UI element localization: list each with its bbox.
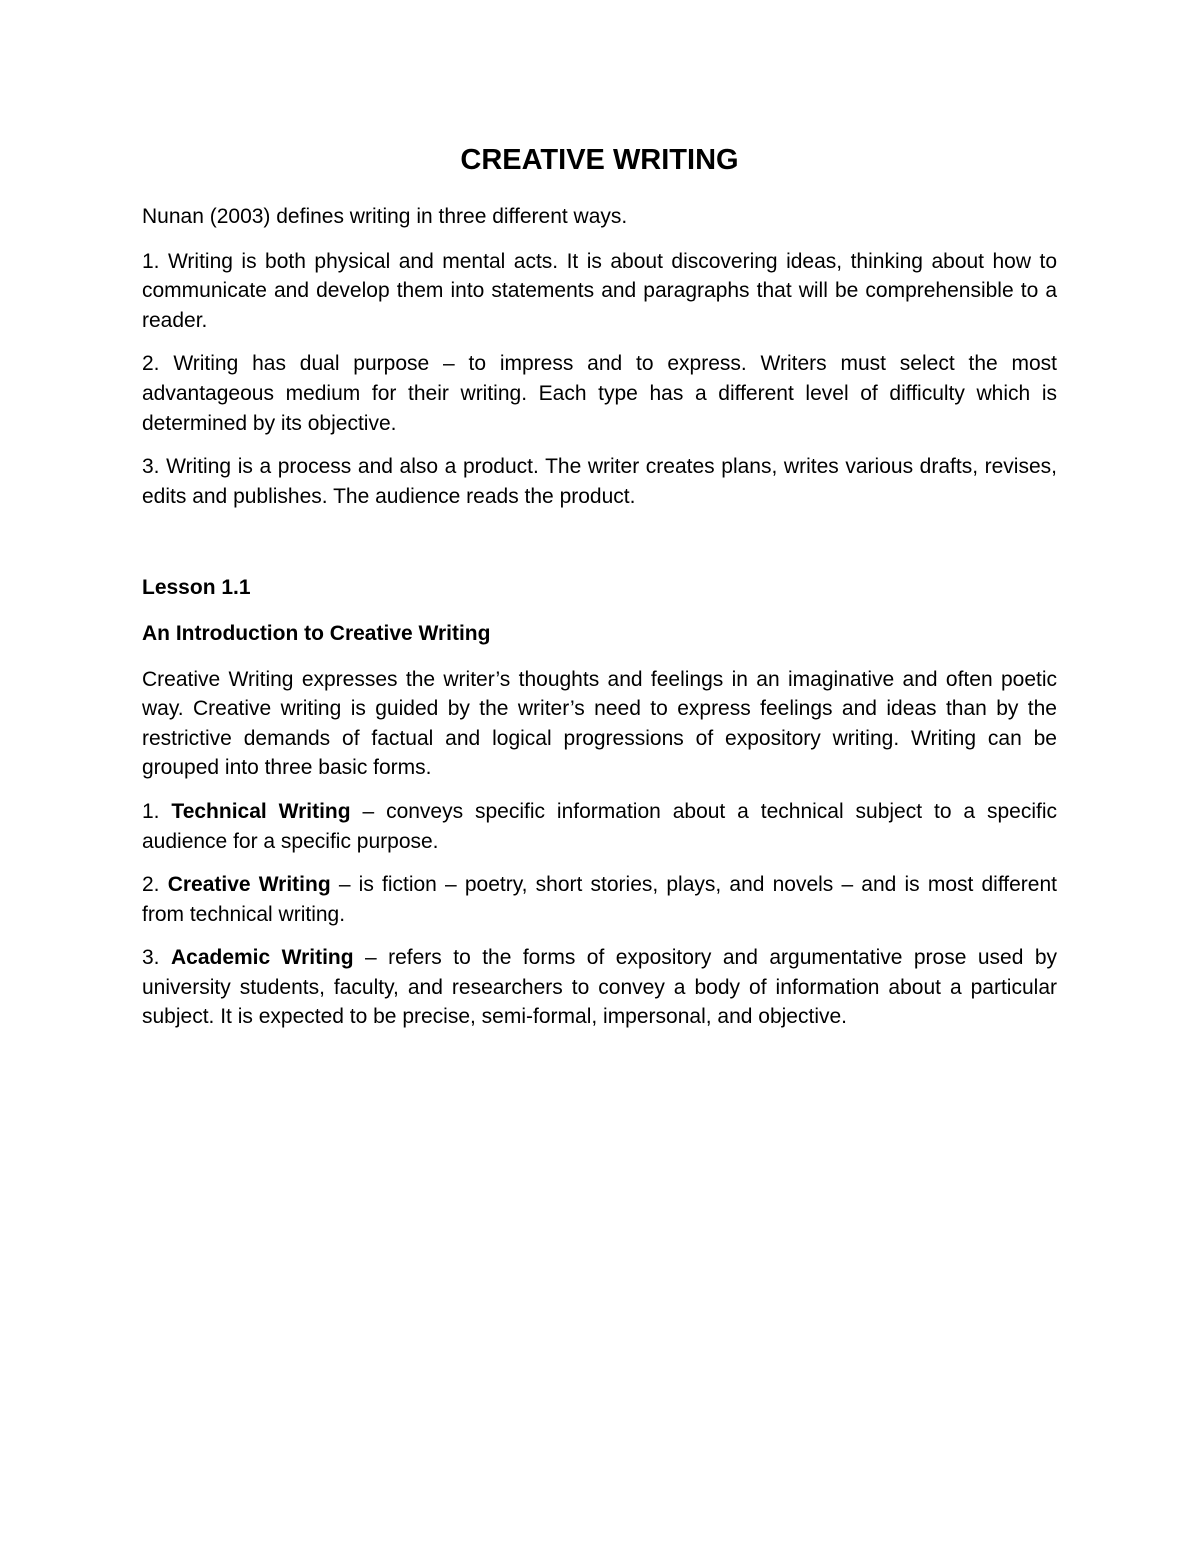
form-term: Academic Writing [170,946,354,970]
definition-1: 1. Writing is both physical and mental acts. It is about discovering ideas, thinking about how to communicate and develop them into statements and paragraphs that will be comprehensible to a reader. [142,249,1057,332]
lesson-title: An Introduction to Creative Writing [142,621,491,645]
form-term: Technical Writing [171,799,351,823]
form-description: – refers to the forms of expository and argumentative prose used by university students, faculty, and researchers to convey a body of information about a particular subject. It is expected to be precise, semi-formal, impersonal, and objective. [142,946,1057,1029]
form-term: Creative Writing [167,873,331,897]
form-academic-writing [142,943,1057,1032]
form-creative-writing [142,870,1057,929]
lesson-number: Lesson 1.1 [142,576,251,600]
definition-2: 2. Writing has dual purpose – to impress and to express. Writers must select the most advantageous medium for their writing. Each type has a different level of difficulty which is determined by its objective. [142,352,1057,435]
lesson-body: Creative Writing expresses the writer’s thoughts and feelings in an imaginative and often poetic way. Creative writing is guided by the writer’s need to express feelings and ideas than by the restrictive demands of factual and logical progressions of expository writing. Writing can be grouped into three basic forms. [142,667,1057,780]
form-number: 2. [142,873,168,897]
definition-3: 3. Writing is a process and also a product. The writer creates plans, writes various drafts, revises, edits and publishes. The audience reads the product. [142,455,1057,508]
document-page [142,140,1057,1046]
document-title: CREATIVE WRITING [460,144,739,176]
form-technical-writing [142,797,1057,856]
intro-paragraph: Nunan (2003) defines writing in three different ways. [142,205,628,228]
form-number: 3. [142,946,171,970]
form-description: – conveys specific information about a technical subject to a specific audience for a specific purpose. [142,799,1058,853]
form-description: – is fiction – poetry, short stories, plays, and novels – and is most different from technical writing. [142,873,1057,926]
form-number: 1. [142,799,172,823]
